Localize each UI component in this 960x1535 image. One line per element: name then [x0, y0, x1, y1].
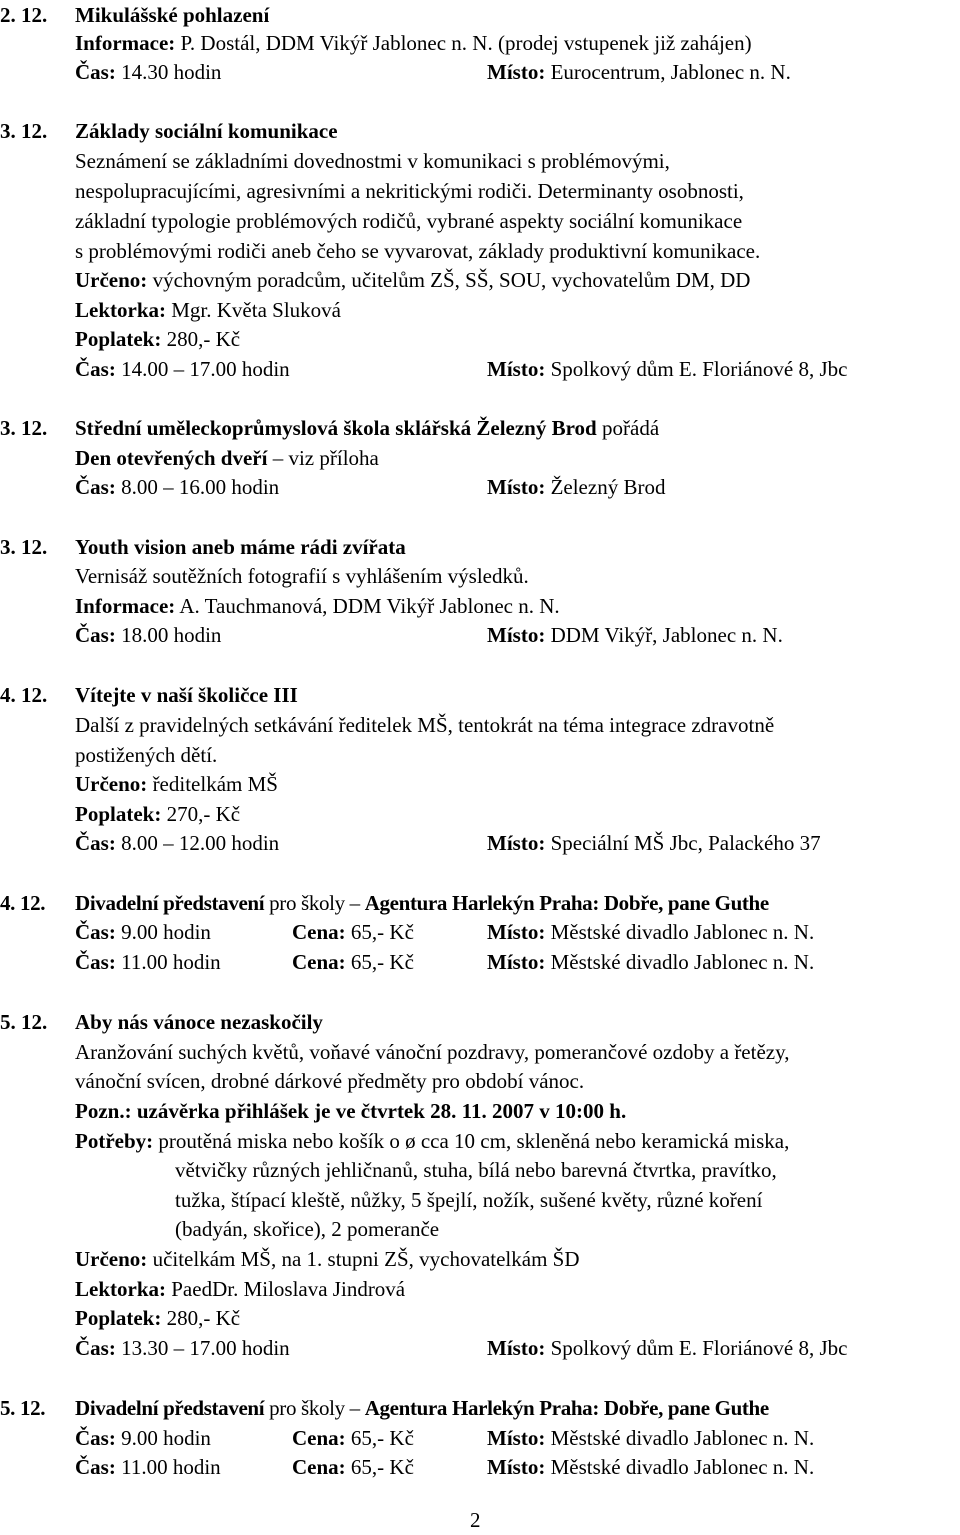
lecturer-label: Lektorka: [75, 1277, 166, 1301]
place-label: Místo: [487, 1455, 546, 1479]
time-label: Čas: [75, 357, 116, 381]
event-title-mid: pro školy – [269, 1396, 360, 1420]
time-value: 14.30 hodin [121, 60, 222, 84]
time-value: 13.30 – 17.00 hodin [121, 1336, 290, 1360]
event-desc-line: postižených dětí. [75, 743, 218, 767]
time-label: Čas: [75, 950, 116, 974]
event-time-place [0, 472, 960, 502]
event-note [75, 1096, 626, 1126]
event-desc-line: vánoční svícen, drobné dárkové předměty pro období vánoc. [75, 1069, 585, 1093]
fee-value: 280,- Kč [166, 327, 241, 351]
event-time-place [0, 828, 960, 858]
time-value: 8.00 – 12.00 hodin [121, 831, 280, 855]
for-label: Určeno: [75, 772, 148, 796]
event-date: 3. 12. [0, 416, 48, 440]
time-value: 8.00 – 16.00 hodin [121, 475, 280, 499]
needs-line: větvičky různých jehličnanů, stuha, bílá nebo barevná čtvrtka, pravítko, [175, 1158, 777, 1182]
lecturer-label: Lektorka: [75, 298, 166, 322]
time-label: Čas: [75, 831, 116, 855]
place-label: Místo: [487, 475, 546, 499]
event-desc-line: s problémovými rodiči aneb čeho se vyvarovat, základy produktivní komunikace. [75, 239, 761, 263]
price-label: Cena: [292, 1426, 346, 1450]
time-value: 11.00 hodin [121, 1455, 221, 1479]
event-title: Vítejte v naší školičce III [75, 683, 298, 707]
event-desc-line: Seznámení se základními dovednostmi v komunikaci s problémovými, [75, 149, 670, 173]
place-value: Městské divadlo Jablonec n. N. [550, 950, 815, 974]
show-row [0, 917, 960, 947]
event-header [0, 413, 960, 443]
info-label: Informace: [75, 594, 176, 618]
place-value: Městské divadlo Jablonec n. N. [550, 1455, 815, 1479]
event-info [75, 28, 752, 58]
place-value: Spolkový dům E. Floriánové 8, Jbc [550, 1336, 848, 1360]
event-subtitle-rest: – viz příloha [272, 446, 379, 470]
event-date: 3. 12. [0, 535, 48, 559]
info-text: A. Tauchmanová, DDM Vikýř Jablonec n. N. [179, 594, 560, 618]
time-label: Čas: [75, 1426, 116, 1450]
event-for [75, 265, 750, 295]
show-row [0, 1452, 960, 1482]
event-time-place [0, 354, 960, 384]
event-title: Základy sociální komunikace [75, 119, 338, 143]
time-value: 11.00 hodin [121, 950, 221, 974]
time-value: 14.00 – 17.00 hodin [121, 357, 290, 381]
event-date: 3. 12. [0, 119, 48, 143]
event-desc-line: Vernisáž soutěžních fotografií s vyhlášením výsledků. [75, 564, 529, 588]
event-agency: Agentura Harlekýn Praha: Dobře, pane Guthe [364, 1396, 769, 1420]
place-value: Železný Brod [550, 475, 666, 499]
for-value: ředitelkám MŠ [152, 772, 278, 796]
event-time-place [0, 57, 960, 87]
event-date: 5. 12. [0, 1396, 46, 1420]
event-desc-line: nespolupracujícími, agresivními a nekritickými rodiči. Determinanty osobnosti, [75, 179, 744, 203]
place-label: Místo: [487, 60, 546, 84]
place-label: Místo: [487, 623, 546, 647]
event-title: Střední uměleckoprůmyslová škola sklářská Železný Brod [75, 416, 597, 440]
fee-value: 280,- Kč [166, 1306, 241, 1330]
price-label: Cena: [292, 950, 346, 974]
price-label: Cena: [292, 1455, 346, 1479]
event-date: 4. 12. [0, 683, 48, 707]
event-title: Youth vision aneb máme rádi zvířata [75, 535, 406, 559]
event-title-suffix: pořádá [602, 416, 660, 440]
place-label: Místo: [487, 950, 546, 974]
info-label: Informace: [75, 31, 176, 55]
event-header [0, 1393, 960, 1423]
time-value: 18.00 hodin [121, 623, 222, 647]
fee-label: Poplatek: [75, 1306, 162, 1330]
event-title: Aby nás vánoce nezaskočily [75, 1010, 323, 1034]
place-label: Místo: [487, 1336, 546, 1360]
page-number: 2 [470, 1508, 481, 1532]
event-desc-line: Další z pravidelných setkávání ředitelek MŠ, tentokrát na téma integrace zdravotně [75, 713, 775, 737]
place-value: Městské divadlo Jablonec n. N. [550, 920, 815, 944]
needs-line: (badyán, skořice), 2 pomeranče [175, 1217, 440, 1241]
time-label: Čas: [75, 475, 116, 499]
time-value: 9.00 hodin [121, 920, 211, 944]
fee-value: 270,- Kč [166, 802, 241, 826]
for-label: Určeno: [75, 1247, 148, 1271]
place-label: Místo: [487, 357, 546, 381]
event-fee [75, 324, 240, 354]
event-title: Mikulášské pohlazení [75, 3, 270, 27]
event-title: Divadelní představení [75, 1396, 265, 1420]
price-value: 65,- Kč [350, 1426, 414, 1450]
for-value: učitelkám MŠ, na 1. stupni ZŠ, vychovatelkám ŠD [152, 1247, 580, 1271]
event-fee [75, 1303, 240, 1333]
place-label: Místo: [487, 831, 546, 855]
place-value: Speciální MŠ Jbc, Palackého 37 [550, 831, 821, 855]
time-label: Čas: [75, 1455, 116, 1479]
event-fee [75, 799, 240, 829]
event-needs [75, 1126, 789, 1156]
event-title: Divadelní představení [75, 891, 265, 915]
for-value: výchovným poradcům, učitelům ZŠ, SŠ, SOU, vychovatelům DM, DD [152, 268, 751, 292]
time-label: Čas: [75, 60, 116, 84]
time-label: Čas: [75, 920, 116, 944]
event-info [75, 591, 560, 621]
event-agency: Agentura Harlekýn Praha: Dobře, pane Guthe [364, 891, 769, 915]
needs-line: tužka, štípací kleště, nůžky, 5 špejlí, nožík, sušené květy, různé koření [175, 1188, 763, 1212]
price-value: 65,- Kč [350, 1455, 414, 1479]
event-date: 4. 12. [0, 891, 46, 915]
event-desc-line: Aranžování suchých květů, voňavé vánoční pozdravy, pomerančové ozdoby a řetězy, [75, 1040, 790, 1064]
lecturer-value: PaedDr. Miloslava Jindrová [171, 1277, 406, 1301]
event-for [75, 1244, 580, 1274]
event-time-place [0, 1333, 960, 1363]
place-value: Městské divadlo Jablonec n. N. [550, 1426, 815, 1450]
event-subtitle-bold: Den otevřených dveří [75, 446, 268, 470]
price-label: Cena: [292, 920, 346, 944]
event-title-mid: pro školy – [269, 891, 360, 915]
time-label: Čas: [75, 623, 116, 647]
place-label: Místo: [487, 1426, 546, 1450]
needs-line: proutěná miska nebo košík o ø cca 10 cm, skleněná nebo keramická miska, [158, 1129, 790, 1153]
event-lecturer [75, 1274, 405, 1304]
info-text: P. Dostál, DDM Vikýř Jablonec n. N. (prodej vstupenek již zahájen) [180, 31, 752, 55]
event-date: 2. 12. [0, 3, 48, 27]
fee-label: Poplatek: [75, 802, 162, 826]
event-time-place [0, 620, 960, 650]
place-label: Místo: [487, 920, 546, 944]
event-date: 5. 12. [0, 1010, 48, 1034]
event-lecturer [75, 295, 341, 325]
place-value: Eurocentrum, Jablonec n. N. [550, 60, 791, 84]
needs-label: Potřeby: [75, 1129, 154, 1153]
price-value: 65,- Kč [350, 950, 414, 974]
note-label: Pozn.: [75, 1099, 132, 1123]
fee-label: Poplatek: [75, 327, 162, 351]
event-header [0, 888, 960, 918]
lecturer-value: Mgr. Květa Sluková [171, 298, 341, 322]
for-label: Určeno: [75, 268, 148, 292]
show-row [0, 1423, 960, 1453]
price-value: 65,- Kč [350, 920, 414, 944]
note-value: uzávěrka přihlášek je ve čtvrtek 28. 11. 2007 v 10:00 h. [136, 1099, 627, 1123]
show-row [0, 947, 960, 977]
event-subtitle [75, 443, 379, 473]
place-value: Spolkový dům E. Floriánové 8, Jbc [550, 357, 848, 381]
time-label: Čas: [75, 1336, 116, 1360]
event-for [75, 769, 278, 799]
place-value: DDM Vikýř, Jablonec n. N. [550, 623, 783, 647]
event-desc-line: základní typologie problémových rodičů, vybrané aspekty sociální komunikace [75, 209, 743, 233]
time-value: 9.00 hodin [121, 1426, 211, 1450]
